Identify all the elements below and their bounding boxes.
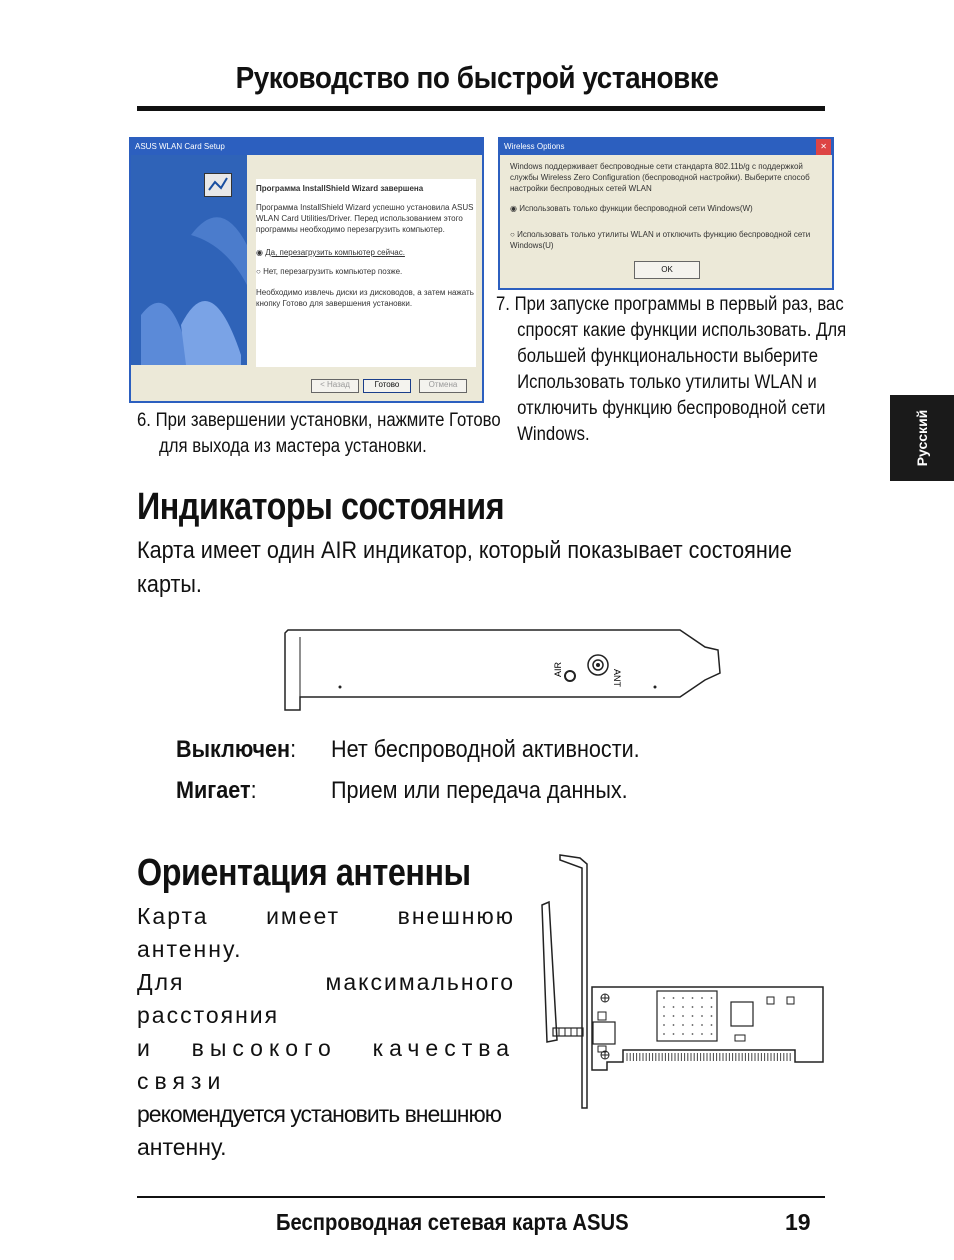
chip-dot — [673, 1033, 675, 1035]
antenna-icon — [542, 902, 557, 1042]
chip-dot — [673, 997, 675, 999]
status-off-desc: Нет беспроводной активности. — [331, 736, 640, 763]
chip-dot — [663, 1033, 665, 1035]
ant-label: ANT — [612, 669, 622, 687]
chip-dot — [711, 1033, 713, 1035]
chip-dot — [663, 1006, 665, 1008]
chip-dot — [701, 997, 703, 999]
chip-dot — [663, 1024, 665, 1026]
footer-rule — [137, 1196, 825, 1198]
page-header-title: Руководство по быстрой установке — [235, 60, 719, 95]
setup-wizard-screenshot — [129, 137, 484, 403]
indicators-intro: Карта имеет один AIR индикатор, который показывает состояние карты. — [137, 537, 792, 598]
antenna-text: Карта имеет внешнюю антенну. Для максимального расстояния и высокого качества связи рекомендуется установить внешнюю антенну. — [137, 903, 515, 1160]
finish-button[interactable]: Готово — [363, 379, 411, 393]
wireless-options-screenshot — [498, 137, 834, 290]
language-tab — [890, 395, 954, 481]
radio-restart-now[interactable]: ◉ Да, перезагрузить компьютер сейчас. — [256, 248, 405, 257]
close-icon[interactable]: ✕ — [816, 139, 831, 155]
status-blink-label: Мигает: — [176, 777, 257, 804]
status-off-label: Выключен: — [176, 736, 297, 763]
chip-dot — [673, 1006, 675, 1008]
wizard-note: Необходимо извлечь диски из дисководов, а затем нажать кнопку Готово для завершения установки. — [256, 288, 474, 308]
chip-dot — [663, 997, 665, 999]
chip-dot — [682, 1033, 684, 1035]
back-button[interactable]: < Назад — [311, 379, 359, 393]
page-number: 19 — [785, 1209, 811, 1235]
chip-dot — [701, 1006, 703, 1008]
antenna-heading: Ориентация антенны — [137, 852, 471, 894]
language-tab-label: Русский — [914, 409, 930, 467]
chip-dot — [692, 1033, 694, 1035]
footer-title: Беспроводная сетевая карта ASUS — [276, 1209, 629, 1235]
chip-icon — [657, 991, 717, 1041]
chip-dot — [711, 1024, 713, 1026]
chip-dot — [663, 1015, 665, 1017]
wizard-heading: Программа InstallShield Wizard завершена — [256, 184, 424, 193]
installer-icon — [204, 173, 232, 197]
chip-dot — [701, 1033, 703, 1035]
step6-caption: 6. При завершении установки, нажмите Готово для выхода из мастера установки. — [137, 410, 501, 457]
card-bracket-diagram — [280, 625, 725, 715]
chip-dot — [673, 1024, 675, 1026]
card-antenna-illustration — [535, 850, 830, 1115]
indicators-heading: Индикаторы состояния — [137, 486, 505, 528]
chip-dot — [701, 1015, 703, 1017]
ok-button[interactable]: OK — [634, 261, 700, 279]
chip-dot — [692, 1024, 694, 1026]
cancel-button[interactable]: Отмена — [419, 379, 467, 393]
chip-dot — [692, 997, 694, 999]
air-led-icon — [565, 671, 575, 681]
chip-dot — [692, 1015, 694, 1017]
status-blink-desc: Прием или передача данных. — [331, 777, 628, 804]
chip-dot — [682, 1006, 684, 1008]
options-text: Windows поддерживает беспроводные сети стандарта 802.11b/g с поддержкой службы Wireless Zero Configuration (беспроводной настройки). Выберите способ настройки беспроводных сетей WLAN — [510, 162, 810, 193]
chip-dot — [682, 997, 684, 999]
options-window-title: Wireless Options ✕ — [500, 139, 832, 155]
air-label: AIR — [553, 661, 563, 677]
header-rule — [137, 106, 825, 111]
chip-dot — [701, 1024, 703, 1026]
setup-window-title: ASUS WLAN Card Setup — [131, 139, 482, 155]
wizard-text: Программа InstallShield Wizard успешно установила ASUS WLAN Card Utilities/Driver. Перед использованием этого программы необходимо перезагрузить компьютер. — [256, 203, 474, 234]
step7-caption: 7. При запуске программы в первый раз, вас спросят какие функции использовать. Для большей функциональности выберите Использовать только утилиты WLAN и отключить функцию беспроводной сети Windows. — [496, 294, 847, 445]
radio-wlan-utility[interactable]: ○ Использовать только утилиты WLAN и отключить функцию беспроводной сети Windows(U) — [510, 230, 811, 250]
chip-dot — [692, 1006, 694, 1008]
chip-dot — [682, 1015, 684, 1017]
chip-dot — [673, 1015, 675, 1017]
chip-dot — [682, 1024, 684, 1026]
radio-restart-later[interactable]: ○ Нет, перезагрузить компьютер позже. — [256, 267, 403, 276]
wizard-content — [256, 179, 476, 367]
chip-dot — [711, 1015, 713, 1017]
radio-windows-wireless[interactable]: ◉ Использовать только функции беспроводной сети Windows(W) — [510, 204, 753, 213]
chip-dot — [711, 1006, 713, 1008]
chip-dot — [711, 997, 713, 999]
